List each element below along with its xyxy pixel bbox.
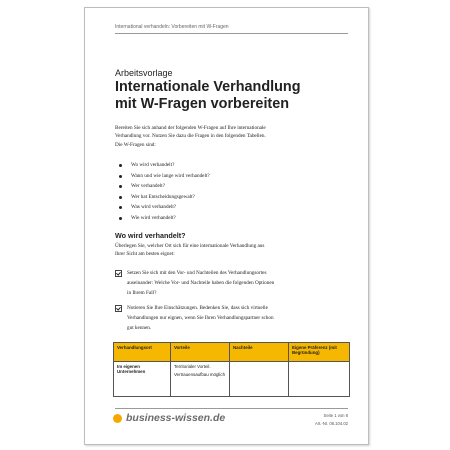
checklist-line: Verhandlungen nur eignen, wenn Sie Ihren Verhandlungspartner schon (127, 314, 274, 321)
section-heading: Wo wird verhandelt? (115, 231, 186, 240)
document-title-line-2: mit W-Fragen vorbereiten (115, 95, 290, 112)
list-item: Wo wird verhandelt? (115, 160, 335, 171)
document-page (84, 7, 369, 445)
intro-line: Bereiten Sie sich anhand der folgenden W-Fragen auf Ihre internationale (115, 125, 266, 131)
list-item: Wer hat Entscheidungsgewalt? (115, 192, 335, 203)
list-item: Wer verhandelt? (115, 181, 335, 192)
checklist-line: Notieren Sie Ihre Einschätzungen. Bedenken Sie, dass sich virtuelle (127, 305, 268, 311)
cell-advantages-text: Vertrauensaufbau möglich (174, 372, 226, 378)
checklist-item (115, 304, 335, 333)
checklist-text (127, 269, 335, 298)
column-header-disadvantages: Nachteile (230, 343, 289, 362)
page-number: Seite 1 von 8 (323, 413, 348, 418)
list-item: Wann und wie lange wird verhandelt? (115, 171, 335, 182)
checklist-line: gut kennen. (127, 324, 152, 331)
cell-location: Im eigenen Unternehmen (114, 362, 171, 397)
footer-divider (115, 408, 348, 409)
checklist-line: Setzen Sie sich mit den Vor- und Nachteilen des Verhandlungsortes (127, 270, 267, 276)
intro-paragraph (115, 124, 335, 149)
intro-line: Die W-Fragen sind: (115, 141, 156, 148)
section-intro (115, 242, 325, 258)
checklist-text (127, 304, 335, 333)
header-divider (115, 33, 348, 34)
list-item: Wie wird verhandelt? (115, 213, 335, 224)
column-header-preference: Eigene Präferenz (mit Begründung) (289, 343, 350, 362)
document-title-line-1: Internationale Verhandlung (115, 79, 301, 95)
cell-advantages-text: Territorialer Vorteil. (174, 363, 211, 369)
checked-box-icon (115, 270, 122, 277)
intro-line: Verhandlung vor. Nutzen Sie dazu die Fragen in den folgenden Tabellen. (115, 133, 266, 140)
cell-advantages (171, 362, 230, 397)
checked-box-icon (115, 305, 122, 312)
cell-disadvantages[interactable] (230, 362, 289, 397)
table-header-row (114, 343, 350, 362)
table-row (114, 362, 350, 397)
brand-logo (113, 412, 225, 424)
section-intro-line: Überlegen Sie, welcher Ort sich für eine internationale Verhandlung aus (115, 243, 265, 249)
document-type-label: Arbeitsvorlage (115, 68, 173, 78)
cell-preference[interactable] (289, 362, 350, 397)
document-title (115, 79, 355, 112)
checklist-line: in Ihrem Fall? (127, 289, 157, 296)
article-number: Art.-Nr. 06.104.02 (314, 421, 348, 426)
logo-dot-icon (113, 414, 122, 423)
column-header-location: Verhandlungsort (114, 343, 171, 362)
section-intro-line: Ihrer Sicht am besten eignet: (115, 251, 175, 258)
logo-text: business-wissen.de (126, 412, 226, 424)
column-header-advantages: Vorteile (171, 343, 230, 362)
location-table (113, 342, 350, 397)
list-item: Was wird verhandelt? (115, 202, 335, 213)
checklist-line: auseinander: Welche Vor- und Nachteile haben die folgenden Optionen (127, 279, 275, 286)
w-questions-list (115, 160, 335, 223)
checklist-item (115, 269, 335, 298)
running-header: International verhandeln: Vorbereiten mit W-Fragen (115, 24, 229, 30)
